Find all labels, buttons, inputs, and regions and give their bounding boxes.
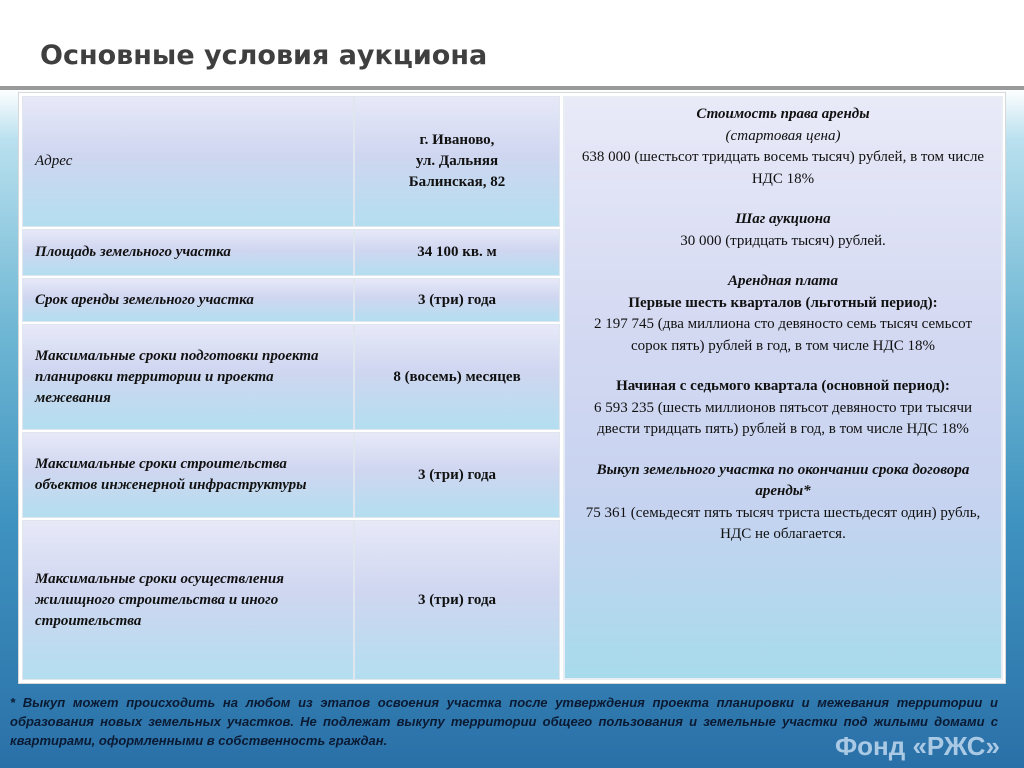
row-value (354, 96, 560, 227)
rent-period1-text: 2 197 745 (два миллиона сто девяносто семь тысяч семьсот сорок пять) рублей в год, в том числе НДС 18% (593, 316, 973, 354)
title-divider (0, 86, 1024, 90)
rent-period2-heading: Начиная с седьмого квартала (основной период): (616, 378, 950, 394)
rent-main-period-block (575, 376, 991, 441)
starting-price-block (575, 104, 991, 190)
footnote: * Выкуп может происходить на любом из этапов освоения участка после утверждения проекта планировки и межевания территории и образования новых земельных участков. Не подлежат выкупу территории общего пользования и земельные участки под жилыми домами с квартирами, оформленными в собственность граждан. (10, 695, 998, 748)
rent-period2-text: 6 593 235 (шесть миллионов пятьсот девяносто три тысячи двести тридцать пять) рублей в год, в том числе НДС 18% (593, 399, 973, 437)
table-row-infrastructure-term (22, 432, 560, 518)
table-row-lease-term (22, 278, 560, 322)
row-label: Максимальные сроки осуществления жилищного строительства и иного строительства (22, 520, 354, 680)
buyout-block (575, 460, 991, 546)
auction-step-block (575, 209, 991, 252)
starting-price-text: 638 000 (шестьсот тридцать восемь тысяч) рублей, в том числе НДС 18% (581, 149, 985, 187)
table-row-address (22, 96, 560, 227)
table-row-construction-term (22, 520, 560, 680)
price-conditions-panel (563, 96, 1003, 680)
address-city: г. Иваново, (419, 132, 495, 148)
row-value: 34 100 кв. м (354, 229, 560, 276)
buyout-heading: Выкуп земельного участка по окончании срока договора аренды* (596, 461, 970, 499)
auction-step-text: 30 000 (тридцать тысяч) рублей. (680, 232, 886, 249)
rent-period1-heading: Первые шесть кварталов (льготный период): (628, 294, 938, 311)
row-label: Максимальные сроки строительства объектов инженерной инфраструктуры (22, 432, 354, 518)
row-label: Максимальные сроки подготовки проекта планировки территории и проекта межевания (22, 324, 354, 430)
buyout-text: 75 361 (семьдесят пять тысяч триста шестьдесят один) рубль, НДС не облагается. (585, 504, 981, 542)
row-label: Срок аренды земельного участка (22, 278, 354, 322)
address-house: Балинская, 82 (408, 174, 506, 190)
brand-logo-text: Фонд «РЖС» (834, 731, 1000, 761)
starting-price-subheading: (стартовая цена) (725, 127, 841, 144)
table-row-planning-term (22, 324, 560, 430)
rent-heading: Арендная плата (728, 273, 838, 289)
conditions-table (18, 92, 1006, 684)
row-label: Адрес (22, 96, 354, 227)
rent-block (575, 271, 991, 357)
starting-price-heading: Стоимость права аренды (696, 106, 870, 122)
row-label: Площадь земельного участка (22, 229, 354, 276)
conditions-left-column (22, 96, 560, 680)
row-value: 8 (восемь) месяцев (354, 324, 560, 430)
row-value: 3 (три) года (354, 432, 560, 518)
row-value: 3 (три) года (354, 520, 560, 680)
table-row-area (22, 229, 560, 276)
auction-step-heading: Шаг аукциона (735, 211, 831, 227)
address-street: ул. Дальняя (415, 153, 499, 169)
row-value: 3 (три) года (354, 278, 560, 322)
page-title: Основные условия аукциона (40, 40, 488, 71)
